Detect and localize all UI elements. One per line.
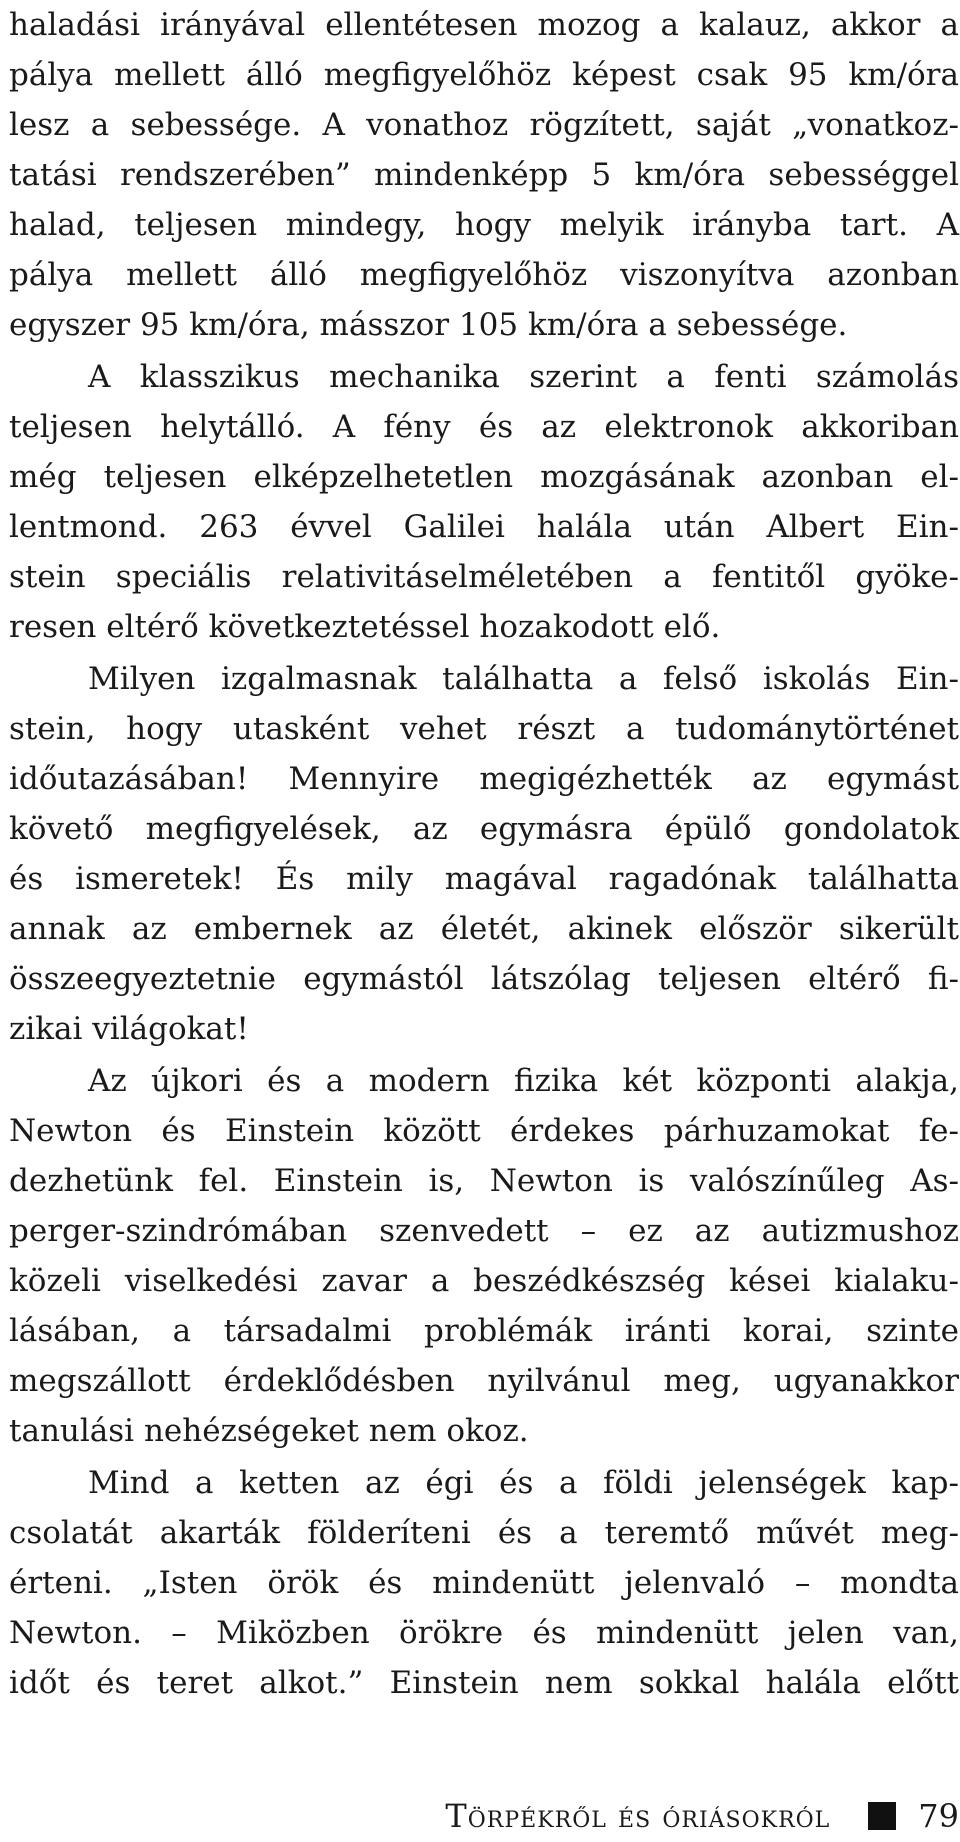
text-line: Newton. – Miközben örökre és mindenütt jelen van, [9,1615,959,1651]
text-line: lesz a sebessége. A vonathoz rögzített, saját „vonatkoz- [9,107,959,143]
text-line: haladási irányával ellentétesen mozog a kalauz, akkor a [9,7,959,43]
paragraph-first-line: Az újkori és a modern fizika két központi alakja, [88,1063,959,1099]
text-line: egyszer 95 km/óra, másszor 105 km/óra a sebessége. [9,307,848,343]
text-line: még teljesen elképzelhetetlen mozgásának azonban el- [9,459,959,495]
text-line: resen eltérő következtetéssel hozakodott elő. [9,609,721,645]
text-line: lásában, a társadalmi problémák iránti korai, szinte [9,1313,959,1349]
text-line: közeli viselkedési zavar a beszédkészség kései kialaku- [9,1263,959,1299]
text-line: követő megfigyelések, az egymásra épülő gondolatok [9,811,959,847]
text-line: érteni. „Isten örök és mindenütt jelenvaló – mondta [9,1565,959,1601]
text-line: stein speciális relativitáselméletében a fentitől gyöke- [9,559,959,595]
text-line: és ismeretek! És mily magával ragadónak találhatta [9,861,959,897]
text-line: tanulási nehézségeket nem okoz. [9,1413,529,1449]
text-line: pálya mellett álló megfigyelőhöz képest csak 95 km/óra [9,57,959,93]
book-page [9,0,959,1842]
text-line: teljesen helytálló. A fény és az elektronok akkoriban [9,409,959,445]
text-line: időt és teret alkot.” Einstein nem sokkal halála előtt [9,1665,959,1701]
text-line: összeegyeztetnie egymástól látszólag teljesen eltérő fi- [9,961,959,997]
text-line: halad, teljesen mindegy, hogy melyik irányba tart. A [9,207,959,243]
text-line: zikai világokat! [9,1011,249,1047]
text-line: stein, hogy utasként vehet részt a tudománytörténet [9,711,959,747]
page-footer [9,1791,959,1841]
paragraph-first-line: Milyen izgalmasnak találhatta a felső iskolás Ein- [88,661,959,697]
text-line: annak az embernek az életét, akinek először sikerült [9,911,959,947]
text-line: lentmond. 263 évvel Galilei halála után Albert Ein- [9,509,959,545]
text-line: Newton és Einstein között érdekes párhuzamokat fe- [9,1113,959,1149]
text-line: megszállott érdeklődésben nyilvánul meg, ugyanakkor [9,1363,959,1399]
text-line: időutazásában! Mennyire megigézhették az egymást [9,761,959,797]
text-line: dezhetünk fel. Einstein is, Newton is valószínűleg As- [9,1163,959,1199]
text-line: csolatát akarták földeríteni és a teremtő művét meg- [9,1515,959,1551]
text-line: tatási rendszerében” mindenképp 5 km/óra sebességgel [9,157,959,193]
text-line: pálya mellett álló megfigyelőhöz viszonyítva azonban [9,257,959,293]
running-title: Törpékről és óriásokról [445,1797,831,1835]
paragraph-first-line: A klasszikus mechanika szerint a fenti számolás [88,359,959,395]
page-number: 79 [918,1797,959,1835]
paragraph-first-line: Mind a ketten az égi és a földi jelenségek kap- [88,1465,959,1501]
text-line: perger-szindrómában szenvedett – ez az autizmushoz [9,1213,959,1249]
square-bullet-icon [868,1802,896,1830]
